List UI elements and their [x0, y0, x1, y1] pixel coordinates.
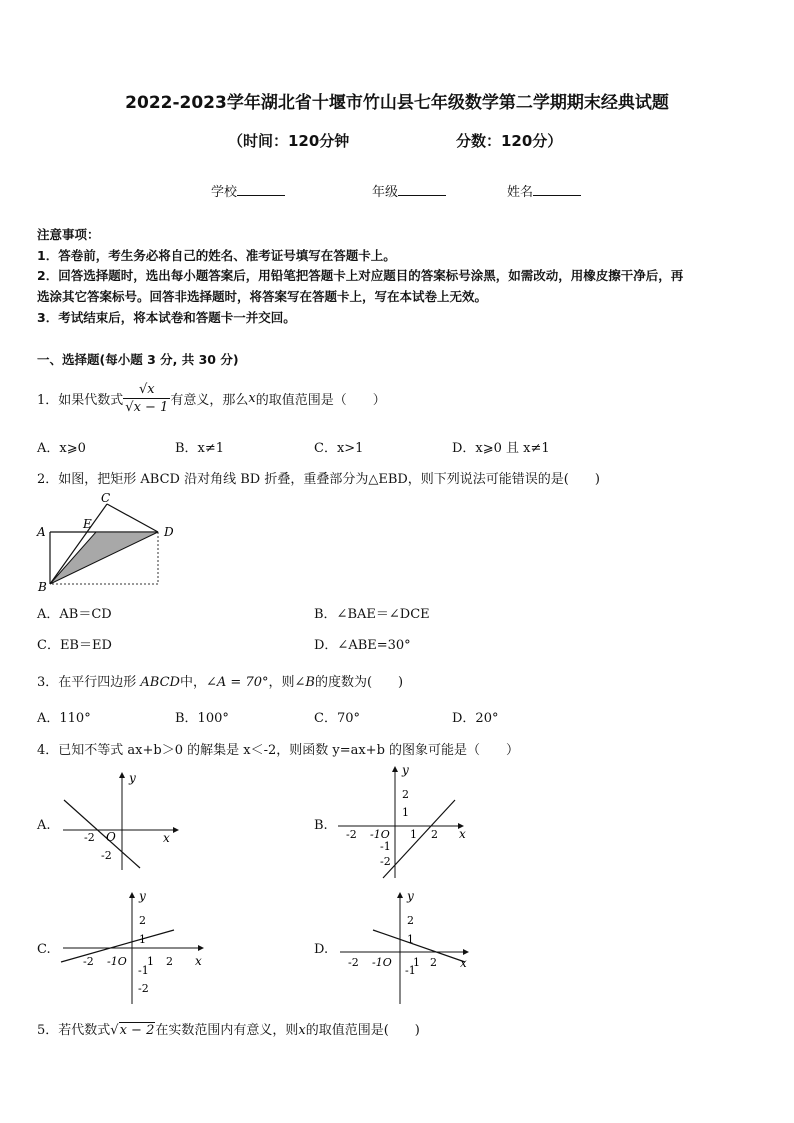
y-axis-arrow-icon — [129, 892, 135, 898]
notice-item: 1．答卷前，考生务必将自己的姓名、准考证号填写在答题卡上。 — [37, 248, 396, 263]
name-label: 姓名 — [507, 185, 534, 200]
tick-label: -2 — [346, 828, 357, 841]
q3-suffix-a: ，则 — [268, 675, 295, 690]
grade-field[interactable] — [372, 181, 446, 200]
q1-variable: x — [248, 390, 256, 406]
tick-label: -2 — [138, 982, 149, 995]
q1-option-d[interactable]: D．x⩾0 且 x≠1 — [452, 441, 550, 456]
q1-denominator: √x − 1 — [125, 399, 169, 415]
y-axis-arrow-icon — [397, 892, 403, 898]
school-blank[interactable] — [237, 183, 285, 196]
q5-middle: 在实数范围内有意义，则 — [155, 1023, 299, 1038]
label-c: C — [101, 492, 111, 505]
q4-option-d-label[interactable]: D. — [314, 942, 329, 957]
page-title: 2022-2023学年湖北省十堰市竹山县七年级数学第二学期期末经典试题 — [125, 93, 669, 113]
notice-item: 2．回答选择题时，选出每小题答案后，用铅笔把答题卡上对应题目的答案标号涂黑，如需改动，用橡皮擦干净后，再 — [37, 268, 684, 283]
q1-option-b[interactable]: B．x≠1 — [175, 441, 225, 456]
q3-angle-a: ∠A = 70° — [206, 675, 269, 690]
q4-option-a-label[interactable]: A. — [37, 818, 51, 833]
x-axis-arrow-icon — [173, 827, 179, 833]
y-label: y — [129, 771, 136, 785]
question-1-stem — [37, 376, 386, 420]
q1-option-a[interactable]: A．x⩾0 — [37, 441, 86, 456]
q3-option-b[interactable]: B．100° — [175, 711, 229, 726]
x-label: x — [460, 956, 467, 970]
name-field[interactable] — [507, 181, 581, 200]
label-b: B — [38, 580, 47, 594]
notice-item: 选涂其它答案标号。回答非选择题时，将答案写在答题卡上，写在本试卷上无效。 — [37, 289, 488, 304]
y-axis-arrow-icon — [392, 766, 398, 772]
name-blank[interactable] — [533, 183, 581, 196]
origin-label: -1O — [372, 956, 392, 969]
q2-option-b[interactable]: B．∠BAE＝∠DCE — [314, 607, 430, 622]
q3-shape: ABCD — [140, 675, 180, 690]
origin-label: -1O — [107, 955, 127, 968]
folded-side-cd — [107, 504, 158, 532]
question-4-stem: 4．已知不等式 ax+b＞0 的解集是 x＜-2，则函数 y=ax+b 的图象可能是（ ） — [37, 743, 520, 758]
y-label: y — [402, 763, 409, 777]
q1-prefix: 1．如果代数式 — [37, 392, 124, 408]
q4-graph-c[interactable] — [58, 888, 208, 1006]
x-label: x — [163, 831, 170, 845]
q1-fraction — [123, 382, 170, 415]
q4-option-b-label[interactable]: B. — [314, 818, 328, 833]
q1-numerator: √x — [138, 381, 155, 397]
question-2-stem: 2．如图，把矩形 ABCD 沿对角线 BD 折叠，重叠部分为△EBD，则下列说法可能错误的是( ) — [37, 472, 600, 487]
notice-item: 3．考试结束后，将本试卷和答题卡一并交回。 — [37, 310, 296, 325]
q1-option-c[interactable]: C．x>1 — [314, 441, 364, 456]
y-label: y — [407, 889, 414, 903]
label-e: E — [83, 517, 92, 531]
q2-rectangle-figure — [30, 492, 190, 594]
school-field[interactable] — [211, 181, 285, 200]
tick-label: 2 — [166, 955, 173, 968]
q1-suffix-b: 的取值范围是（ ） — [255, 392, 386, 408]
tick-label: 1 — [410, 828, 417, 841]
label-a: A — [37, 525, 46, 539]
q3-angle-b: ∠B — [294, 675, 315, 690]
x-label: x — [459, 827, 466, 841]
exam-score: 分数：120分） — [456, 132, 563, 150]
q2-option-c[interactable]: C．EB＝ED — [37, 638, 112, 653]
q3-suffix-b: 的度数为( ) — [314, 675, 404, 690]
x-axis-arrow-icon — [463, 949, 469, 955]
notice-heading: 注意事项： — [37, 227, 100, 242]
tick-label: -2 — [101, 849, 112, 862]
q2-option-a[interactable]: A．AB＝CD — [37, 607, 112, 622]
tick-label: -2 — [83, 955, 94, 968]
x-axis-arrow-icon — [198, 945, 204, 951]
tick-label: 2 — [430, 956, 437, 969]
tick-label: 2 — [139, 914, 146, 927]
y-label: y — [139, 889, 146, 903]
tick-label: -1 — [138, 964, 149, 977]
tick-label: 1 — [402, 806, 409, 819]
q3-prefix: 3．在平行四边形 — [37, 675, 137, 690]
q3-option-d[interactable]: D．20° — [452, 711, 499, 726]
tick-label: -2 — [380, 855, 391, 868]
q5-variable: x — [298, 1023, 306, 1038]
school-label: 学校 — [211, 185, 238, 200]
label-d: D — [164, 525, 174, 539]
tick-label: -2 — [84, 831, 95, 844]
section-heading: 一、选择题(每小题 3 分, 共 30 分) — [37, 352, 239, 367]
exam-time: （时间：120分钟 — [228, 132, 350, 150]
tick-label: 1 — [139, 933, 146, 946]
triangle-ebd — [50, 532, 158, 584]
tick-label: -1 — [405, 964, 416, 977]
origin-label: O — [106, 830, 116, 844]
tick-label: 2 — [407, 914, 414, 927]
function-line — [383, 800, 455, 878]
q3-option-a[interactable]: A．110° — [37, 711, 91, 726]
y-axis-arrow-icon — [119, 772, 125, 778]
grade-label: 年级 — [372, 185, 399, 200]
grade-blank[interactable] — [398, 183, 446, 196]
tick-label: 2 — [431, 828, 438, 841]
tick-label: 1 — [147, 955, 154, 968]
q3-middle: 中， — [179, 675, 206, 690]
tick-label: 1 — [407, 933, 414, 946]
x-label: x — [195, 954, 202, 968]
q4-graph-b[interactable] — [333, 762, 473, 882]
q5-radicand: x − 2 — [119, 1023, 155, 1038]
tick-label: 2 — [402, 788, 409, 801]
q3-option-c[interactable]: C．70° — [314, 711, 360, 726]
tick-label: -2 — [348, 956, 359, 969]
q4-graph-d[interactable] — [335, 888, 475, 1006]
q2-option-d[interactable]: D．∠ABE=30° — [314, 638, 411, 653]
q4-option-c-label[interactable]: C. — [37, 942, 51, 957]
question-5-stem — [37, 1019, 420, 1038]
tick-label: -1 — [380, 840, 391, 853]
question-3-stem — [37, 671, 403, 690]
q1-suffix-a: 有意义，那么 — [170, 392, 249, 408]
origin-label: -1O — [370, 828, 390, 841]
q5-suffix: 的取值范围是( ) — [305, 1023, 420, 1038]
tick-label: 1 — [413, 956, 420, 969]
q5-prefix: 5．若代数式 — [37, 1023, 111, 1038]
sqrt-icon: √ — [110, 1023, 119, 1038]
q4-graph-a[interactable] — [58, 770, 183, 875]
